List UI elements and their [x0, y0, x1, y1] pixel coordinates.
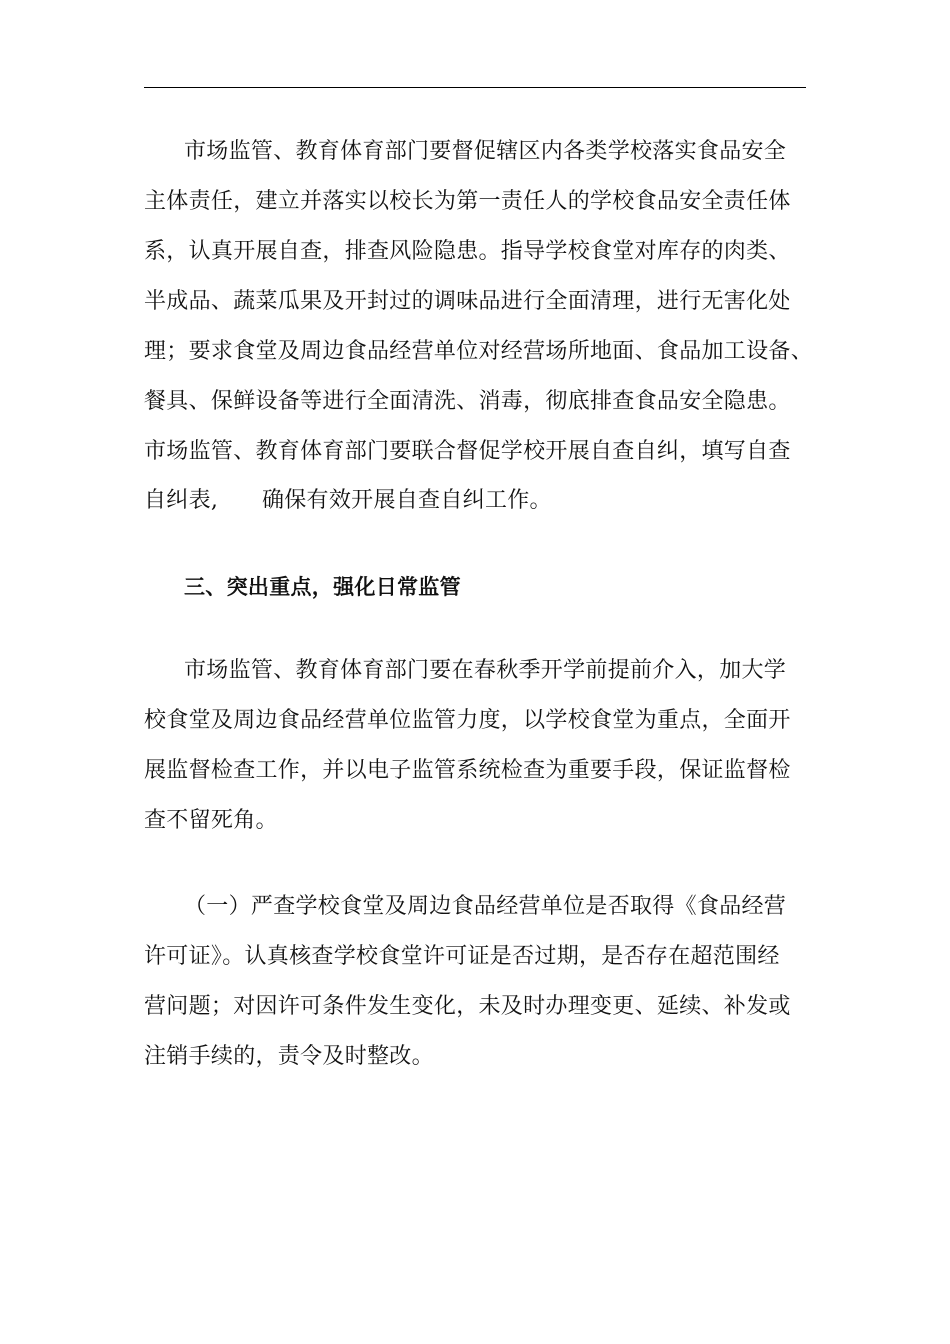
paragraph-2-line-3: 展监督检查工作，并以电子监管系统检查为重要手段，保证监督检: [144, 758, 791, 783]
paragraph-3-line-2: 许可证》。认真核查学校食堂许可证是否过期，是否存在超范围经: [144, 944, 780, 969]
paragraph-1-line-6: 餐具、保鲜设备等进行全面清洗、消毒，彻底排查食品安全隐患。: [144, 389, 791, 414]
paragraph-1-line-7: 市场监管、教育体育部门要联合督促学校开展自查自纠，填写自查: [144, 439, 791, 464]
paragraph-2-line-4: 查不留死角。: [144, 808, 278, 833]
paragraph-3-line-4: 注销手续的，责令及时整改。: [144, 1044, 434, 1069]
header-rule: [144, 87, 806, 88]
paragraph-3-line-3: 营问题；对因许可条件发生变化，未及时办理变更、延续、补发或: [144, 994, 791, 1019]
paragraph-3-line-1: （一）严查学校食堂及周边食品经营单位是否取得《食品经营: [184, 894, 787, 919]
section-heading: 三、突出重点，强化日常监管: [184, 575, 461, 599]
paragraph-1-line-3: 系，认真开展自查，排查风险隐患。指导学校食堂对库存的肉类、: [144, 239, 791, 264]
paragraph-1-line-4: 半成品、蔬菜瓜果及开封过的调味品进行全面清理，进行无害化处: [144, 289, 791, 314]
paragraph-2-line-2: 校食堂及周边食品经营单位监管力度，以学校食堂为重点，全面开: [144, 708, 791, 733]
paragraph-1-line-2: 主体责任，建立并落实以校长为第一责任人的学校食品安全责任体: [144, 189, 791, 214]
paragraph-1-line-5: 理；要求食堂及周边食品经营单位对经营场所地面、食品加工设备、: [144, 339, 814, 364]
paragraph-1-line-8: 自纠表, 确保有效开展自查自纠工作。: [144, 488, 552, 513]
paragraph-2-line-1: 市场监管、教育体育部门要在春秋季开学前提前介入，加大学: [184, 658, 787, 683]
paragraph-1-line-1: 市场监管、教育体育部门要督促辖区内各类学校落实食品安全: [184, 139, 787, 164]
